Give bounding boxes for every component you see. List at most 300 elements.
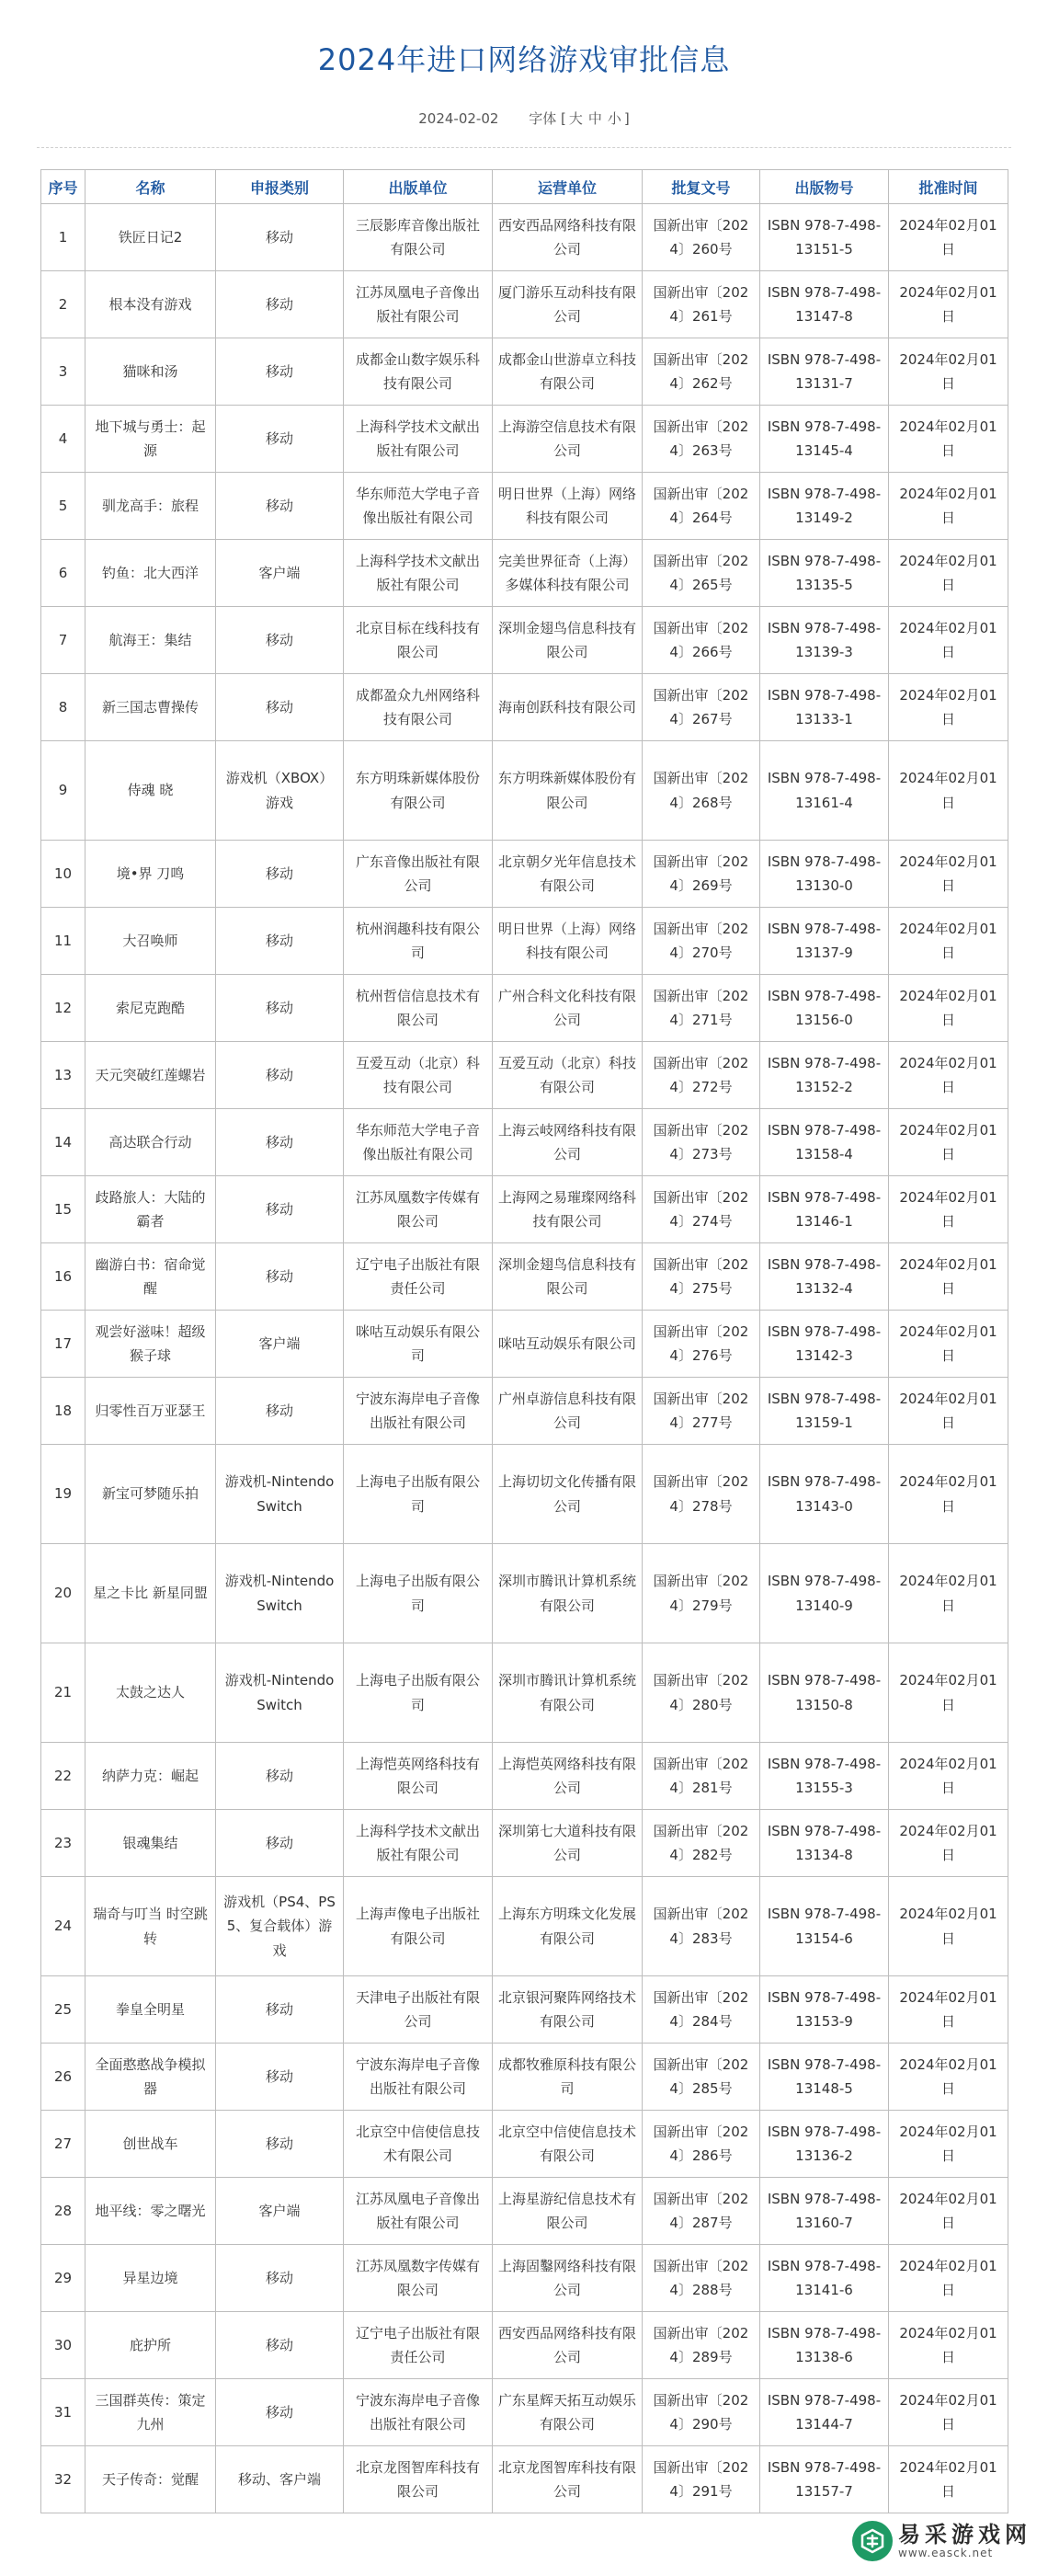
cell-name: 天元突破红莲螺岩 — [85, 1042, 216, 1109]
table-row — [41, 1877, 1008, 1976]
article-meta — [0, 109, 1048, 128]
cell-isbn: ISBN 978-7-498-13135-5 — [760, 540, 889, 607]
cell-publisher: 上海恺英网络科技有限公司 — [344, 1743, 493, 1810]
table-row — [41, 1643, 1008, 1743]
cell-index: 27 — [41, 2111, 85, 2178]
cell-index: 29 — [41, 2245, 85, 2312]
font-size-large[interactable]: 大 — [568, 110, 583, 127]
cell-category: 移动 — [216, 473, 344, 540]
header-index: 序号 — [41, 170, 85, 204]
table-row — [41, 540, 1008, 607]
cell-approval-no: 国新出审〔2024〕283号 — [643, 1877, 760, 1976]
cell-publisher: 宁波东海岸电子音像出版社有限公司 — [344, 2044, 493, 2111]
cell-operator: 深圳第七大道科技有限公司 — [493, 1810, 643, 1877]
cell-index: 13 — [41, 1042, 85, 1109]
cell-approval-date: 2024年02月01日 — [889, 1643, 1008, 1743]
table-row — [41, 1176, 1008, 1243]
font-size-label: 字体 — [529, 110, 557, 127]
cell-approval-no: 国新出审〔2024〕273号 — [643, 1109, 760, 1176]
table-header-row — [41, 170, 1008, 204]
cell-approval-date: 2024年02月01日 — [889, 1311, 1008, 1378]
cell-publisher: 上海科学技术文献出版社有限公司 — [344, 406, 493, 473]
cell-approval-date: 2024年02月01日 — [889, 1176, 1008, 1243]
cell-operator: 上海恺英网络科技有限公司 — [493, 1743, 643, 1810]
cell-isbn: ISBN 978-7-498-13147-8 — [760, 271, 889, 338]
cell-approval-date: 2024年02月01日 — [889, 2178, 1008, 2245]
cell-publisher: 江苏凤凰数字传媒有限公司 — [344, 1176, 493, 1243]
cell-publisher: 三辰影库音像出版社有限公司 — [344, 204, 493, 271]
cell-name: 太鼓之达人 — [85, 1643, 216, 1743]
cell-index: 28 — [41, 2178, 85, 2245]
table-row — [41, 1743, 1008, 1810]
table-row — [41, 271, 1008, 338]
cell-index: 21 — [41, 1643, 85, 1743]
table-row — [41, 674, 1008, 741]
cell-isbn: ISBN 978-7-498-13149-2 — [760, 473, 889, 540]
table-row — [41, 2111, 1008, 2178]
cell-category: 移动 — [216, 1976, 344, 2044]
cell-category: 移动 — [216, 1810, 344, 1877]
cell-publisher: 江苏凤凰电子音像出版社有限公司 — [344, 2178, 493, 2245]
cell-approval-no: 国新出审〔2024〕279号 — [643, 1544, 760, 1643]
cell-name: 侍魂 晓 — [85, 741, 216, 841]
cell-name: 歧路旅人：大陆的霸者 — [85, 1176, 216, 1243]
cell-category: 游戏机-Nintendo Switch — [216, 1544, 344, 1643]
cell-index: 6 — [41, 540, 85, 607]
cell-isbn: ISBN 978-7-498-13150-8 — [760, 1643, 889, 1743]
cell-publisher: 上海电子出版有限公司 — [344, 1445, 493, 1544]
cell-category: 移动、客户端 — [216, 2446, 344, 2513]
title-divider — [37, 147, 1011, 148]
cell-operator: 北京空中信使信息技术有限公司 — [493, 2111, 643, 2178]
cell-approval-no: 国新出审〔2024〕269号 — [643, 841, 760, 908]
cell-isbn: ISBN 978-7-498-13144-7 — [760, 2379, 889, 2446]
cell-index: 3 — [41, 338, 85, 406]
table-row — [41, 2245, 1008, 2312]
cell-approval-no: 国新出审〔2024〕282号 — [643, 1810, 760, 1877]
header-publisher: 出版单位 — [344, 170, 493, 204]
font-size-small[interactable]: 小 — [607, 110, 621, 127]
cell-name: 地下城与勇士：起源 — [85, 406, 216, 473]
table-row — [41, 338, 1008, 406]
cell-index: 12 — [41, 975, 85, 1042]
cell-isbn: ISBN 978-7-498-13139-3 — [760, 607, 889, 674]
cell-category: 移动 — [216, 338, 344, 406]
cell-isbn: ISBN 978-7-498-13148-5 — [760, 2044, 889, 2111]
cell-index: 9 — [41, 741, 85, 841]
cell-approval-date: 2024年02月01日 — [889, 1109, 1008, 1176]
cell-index: 10 — [41, 841, 85, 908]
cell-approval-no: 国新出审〔2024〕270号 — [643, 908, 760, 975]
table-row — [41, 204, 1008, 271]
cell-isbn: ISBN 978-7-498-13136-2 — [760, 2111, 889, 2178]
table-row — [41, 975, 1008, 1042]
table-row — [41, 1243, 1008, 1311]
cell-approval-date: 2024年02月01日 — [889, 2245, 1008, 2312]
table-row — [41, 1042, 1008, 1109]
cell-isbn: ISBN 978-7-498-13156-0 — [760, 975, 889, 1042]
cell-index: 20 — [41, 1544, 85, 1643]
cell-name: 纳萨力克：崛起 — [85, 1743, 216, 1810]
cell-name: 瑞奇与叮当 时空跳转 — [85, 1877, 216, 1976]
cell-approval-no: 国新出审〔2024〕290号 — [643, 2379, 760, 2446]
cell-category: 移动 — [216, 908, 344, 975]
cell-approval-no: 国新出审〔2024〕281号 — [643, 1743, 760, 1810]
cell-operator: 北京银河聚阵网络技术有限公司 — [493, 1976, 643, 2044]
cell-approval-no: 国新出审〔2024〕261号 — [643, 271, 760, 338]
cell-operator: 广州卓游信息科技有限公司 — [493, 1378, 643, 1445]
table-row — [41, 1445, 1008, 1544]
cell-publisher: 天津电子出版社有限公司 — [344, 1976, 493, 2044]
cell-index: 17 — [41, 1311, 85, 1378]
cell-operator: 深圳金翅鸟信息科技有限公司 — [493, 1243, 643, 1311]
cell-approval-date: 2024年02月01日 — [889, 1378, 1008, 1445]
table-row — [41, 1810, 1008, 1877]
cell-approval-date: 2024年02月01日 — [889, 674, 1008, 741]
cell-approval-date: 2024年02月01日 — [889, 607, 1008, 674]
cell-index: 19 — [41, 1445, 85, 1544]
cell-approval-date: 2024年02月01日 — [889, 2379, 1008, 2446]
cell-category: 移动 — [216, 271, 344, 338]
header-approval-no: 批复文号 — [643, 170, 760, 204]
cell-approval-no: 国新出审〔2024〕260号 — [643, 204, 760, 271]
table-row — [41, 841, 1008, 908]
cell-index: 2 — [41, 271, 85, 338]
cell-isbn: ISBN 978-7-498-13160-7 — [760, 2178, 889, 2245]
cell-category: 移动 — [216, 2245, 344, 2312]
cell-approval-date: 2024年02月01日 — [889, 1743, 1008, 1810]
cell-approval-date: 2024年02月01日 — [889, 975, 1008, 1042]
cell-operator: 上海游空信息技术有限公司 — [493, 406, 643, 473]
cell-publisher: 北京空中信使信息技术有限公司 — [344, 2111, 493, 2178]
cell-index: 23 — [41, 1810, 85, 1877]
cell-approval-date: 2024年02月01日 — [889, 1976, 1008, 2044]
table-row — [41, 473, 1008, 540]
cell-approval-date: 2024年02月01日 — [889, 271, 1008, 338]
table-row — [41, 2446, 1008, 2513]
cell-category: 客户端 — [216, 540, 344, 607]
cell-isbn: ISBN 978-7-498-13158-4 — [760, 1109, 889, 1176]
cell-approval-no: 国新出审〔2024〕275号 — [643, 1243, 760, 1311]
cell-approval-date: 2024年02月01日 — [889, 1243, 1008, 1311]
page-title: 2024年进口网络游戏审批信息 — [317, 42, 731, 77]
header-operator: 运营单位 — [493, 170, 643, 204]
cell-approval-date: 2024年02月01日 — [889, 204, 1008, 271]
cell-name: 天子传奇：觉醒 — [85, 2446, 216, 2513]
cell-name: 银魂集结 — [85, 1810, 216, 1877]
cell-category: 客户端 — [216, 2178, 344, 2245]
cell-operator: 东方明珠新媒体股份有限公司 — [493, 741, 643, 841]
cell-operator: 西安西品网络科技有限公司 — [493, 204, 643, 271]
publish-date: 2024-02-02 — [418, 110, 499, 127]
cell-isbn: ISBN 978-7-498-13153-9 — [760, 1976, 889, 2044]
cell-isbn: ISBN 978-7-498-13159-1 — [760, 1378, 889, 1445]
cell-category: 移动 — [216, 975, 344, 1042]
table-row — [41, 1976, 1008, 2044]
cell-name: 异星边境 — [85, 2245, 216, 2312]
table-row — [41, 1311, 1008, 1378]
cell-category: 客户端 — [216, 1311, 344, 1378]
cell-isbn: ISBN 978-7-498-13130-0 — [760, 841, 889, 908]
cell-publisher: 宁波东海岸电子音像出版社有限公司 — [344, 2379, 493, 2446]
cell-category: 移动 — [216, 1176, 344, 1243]
cell-index: 7 — [41, 607, 85, 674]
cell-name: 驯龙高手：旅程 — [85, 473, 216, 540]
cell-publisher: 辽宁电子出版社有限责任公司 — [344, 1243, 493, 1311]
cell-approval-date: 2024年02月01日 — [889, 841, 1008, 908]
cell-name: 幽游白书：宿命觉醒 — [85, 1243, 216, 1311]
cell-approval-no: 国新出审〔2024〕287号 — [643, 2178, 760, 2245]
cell-category: 移动 — [216, 607, 344, 674]
table-row — [41, 2044, 1008, 2111]
cell-operator: 上海星游纪信息技术有限公司 — [493, 2178, 643, 2245]
watermark-logo-icon — [852, 2521, 893, 2561]
header-category: 申报类别 — [216, 170, 344, 204]
cell-isbn: ISBN 978-7-498-13152-2 — [760, 1042, 889, 1109]
cell-approval-no: 国新出审〔2024〕262号 — [643, 338, 760, 406]
cell-category: 移动 — [216, 2044, 344, 2111]
cell-name: 高达联合行动 — [85, 1109, 216, 1176]
cell-operator: 上海东方明珠文化发展有限公司 — [493, 1877, 643, 1976]
cell-isbn: ISBN 978-7-498-13145-4 — [760, 406, 889, 473]
cell-publisher: 辽宁电子出版社有限责任公司 — [344, 2312, 493, 2379]
cell-name: 猫咪和汤 — [85, 338, 216, 406]
cell-operator: 上海网之易璀璨网络科技有限公司 — [493, 1176, 643, 1243]
cell-operator: 深圳市腾讯计算机系统有限公司 — [493, 1544, 643, 1643]
cell-approval-date: 2024年02月01日 — [889, 338, 1008, 406]
cell-category: 移动 — [216, 2312, 344, 2379]
cell-isbn: ISBN 978-7-498-13131-7 — [760, 338, 889, 406]
cell-approval-date: 2024年02月01日 — [889, 908, 1008, 975]
cell-approval-date: 2024年02月01日 — [889, 1445, 1008, 1544]
cell-publisher: 宁波东海岸电子音像出版社有限公司 — [344, 1378, 493, 1445]
cell-name: 铁匠日记2 — [85, 204, 216, 271]
cell-approval-no: 国新出审〔2024〕264号 — [643, 473, 760, 540]
cell-category: 移动 — [216, 1042, 344, 1109]
cell-publisher: 上海科学技术文献出版社有限公司 — [344, 540, 493, 607]
table-row — [41, 406, 1008, 473]
cell-approval-date: 2024年02月01日 — [889, 1810, 1008, 1877]
cell-category: 移动 — [216, 204, 344, 271]
cell-operator: 西安西品网络科技有限公司 — [493, 2312, 643, 2379]
cell-approval-date: 2024年02月01日 — [889, 1042, 1008, 1109]
cell-approval-no: 国新出审〔2024〕271号 — [643, 975, 760, 1042]
table-row — [41, 741, 1008, 841]
cell-approval-date: 2024年02月01日 — [889, 406, 1008, 473]
cell-approval-no: 国新出审〔2024〕265号 — [643, 540, 760, 607]
cell-index: 24 — [41, 1877, 85, 1976]
cell-index: 25 — [41, 1976, 85, 2044]
cell-operator: 明日世界（上海）网络科技有限公司 — [493, 473, 643, 540]
cell-name: 观尝好滋味！超级猴子球 — [85, 1311, 216, 1378]
font-size-medium[interactable]: 中 — [587, 110, 602, 127]
cell-name: 归零性百万亚瑟王 — [85, 1378, 216, 1445]
cell-publisher: 东方明珠新媒体股份有限公司 — [344, 741, 493, 841]
cell-name: 钓鱼：北大西洋 — [85, 540, 216, 607]
cell-publisher: 上海电子出版有限公司 — [344, 1544, 493, 1643]
cell-publisher: 北京龙图智库科技有限公司 — [344, 2446, 493, 2513]
bracket-open: [ — [561, 110, 566, 127]
cell-name: 根本没有游戏 — [85, 271, 216, 338]
cell-operator: 互爱互动（北京）科技有限公司 — [493, 1042, 643, 1109]
cell-operator: 深圳市腾讯计算机系统有限公司 — [493, 1643, 643, 1743]
cell-index: 32 — [41, 2446, 85, 2513]
table-row — [41, 1109, 1008, 1176]
cell-operator: 上海固鑿网络科技有限公司 — [493, 2245, 643, 2312]
cell-approval-no: 国新出审〔2024〕280号 — [643, 1643, 760, 1743]
cell-operator: 完美世界征奇（上海）多媒体科技有限公司 — [493, 540, 643, 607]
cell-category: 移动 — [216, 1378, 344, 1445]
cell-approval-no: 国新出审〔2024〕278号 — [643, 1445, 760, 1544]
cell-isbn: ISBN 978-7-498-13155-3 — [760, 1743, 889, 1810]
cell-operator: 明日世界（上海）网络科技有限公司 — [493, 908, 643, 975]
cell-name: 新三国志曹操传 — [85, 674, 216, 741]
cell-index: 30 — [41, 2312, 85, 2379]
cell-name: 境•界 刀鸣 — [85, 841, 216, 908]
cell-approval-date: 2024年02月01日 — [889, 473, 1008, 540]
cell-approval-no: 国新出审〔2024〕286号 — [643, 2111, 760, 2178]
cell-approval-no: 国新出审〔2024〕268号 — [643, 741, 760, 841]
cell-operator: 北京朝夕光年信息技术有限公司 — [493, 841, 643, 908]
cell-operator: 咪咕互动娱乐有限公司 — [493, 1311, 643, 1378]
cell-approval-date: 2024年02月01日 — [889, 2044, 1008, 2111]
table-body — [41, 204, 1008, 2513]
bracket-close: ] — [623, 110, 630, 127]
cell-category: 移动 — [216, 1109, 344, 1176]
cell-category: 游戏机-Nintendo Switch — [216, 1643, 344, 1743]
cell-operator: 深圳金翅鸟信息科技有限公司 — [493, 607, 643, 674]
cell-approval-no: 国新出审〔2024〕291号 — [643, 2446, 760, 2513]
cell-category: 游戏机-Nintendo Switch — [216, 1445, 344, 1544]
cell-approval-no: 国新出审〔2024〕288号 — [643, 2245, 760, 2312]
cell-isbn: ISBN 978-7-498-13138-6 — [760, 2312, 889, 2379]
cell-name: 地平线：零之曙光 — [85, 2178, 216, 2245]
cell-approval-date: 2024年02月01日 — [889, 540, 1008, 607]
cell-isbn: ISBN 978-7-498-13137-9 — [760, 908, 889, 975]
cell-approval-date: 2024年02月01日 — [889, 2312, 1008, 2379]
cell-isbn: ISBN 978-7-498-13151-5 — [760, 204, 889, 271]
cell-publisher: 江苏凤凰电子音像出版社有限公司 — [344, 271, 493, 338]
header-isbn: 出版物号 — [760, 170, 889, 204]
cell-publisher: 杭州润趣科技有限公司 — [344, 908, 493, 975]
cell-approval-no: 国新出审〔2024〕277号 — [643, 1378, 760, 1445]
cell-isbn: ISBN 978-7-498-13141-6 — [760, 2245, 889, 2312]
cell-category: 移动 — [216, 1743, 344, 1810]
cell-isbn: ISBN 978-7-498-13154-6 — [760, 1877, 889, 1976]
cell-approval-date: 2024年02月01日 — [889, 1877, 1008, 1976]
table-row — [41, 2178, 1008, 2245]
cell-category: 移动 — [216, 1243, 344, 1311]
table-row — [41, 2379, 1008, 2446]
cell-operator: 海南创跃科技有限公司 — [493, 674, 643, 741]
cell-publisher: 广东音像出版社有限公司 — [344, 841, 493, 908]
cell-category: 游戏机（PS4、PS5、复合载体）游戏 — [216, 1877, 344, 1976]
cell-approval-no: 国新出审〔2024〕289号 — [643, 2312, 760, 2379]
cell-approval-no: 国新出审〔2024〕272号 — [643, 1042, 760, 1109]
cell-name: 索尼克跑酷 — [85, 975, 216, 1042]
cell-approval-no: 国新出审〔2024〕263号 — [643, 406, 760, 473]
cell-name: 庇护所 — [85, 2312, 216, 2379]
cell-publisher: 成都盈众九州网络科技有限公司 — [344, 674, 493, 741]
cell-operator: 广东星辉天拓互动娱乐有限公司 — [493, 2379, 643, 2446]
cell-category: 游戏机（XBOX）游戏 — [216, 741, 344, 841]
cell-category: 移动 — [216, 406, 344, 473]
table-row — [41, 1378, 1008, 1445]
header-name: 名称 — [85, 170, 216, 204]
cell-operator: 厦门游乐互动科技有限公司 — [493, 271, 643, 338]
cell-approval-no: 国新出审〔2024〕276号 — [643, 1311, 760, 1378]
cell-approval-no: 国新出审〔2024〕274号 — [643, 1176, 760, 1243]
cell-category: 移动 — [216, 2111, 344, 2178]
cell-approval-date: 2024年02月01日 — [889, 2446, 1008, 2513]
cell-operator: 成都牧雅原科技有限公司 — [493, 2044, 643, 2111]
cell-publisher: 华东师范大学电子音像出版社有限公司 — [344, 473, 493, 540]
cell-index: 26 — [41, 2044, 85, 2111]
cell-name: 全面憨憨战争模拟器 — [85, 2044, 216, 2111]
watermark-name: 易采游戏网 — [898, 2521, 1031, 2547]
cell-operator: 广州合科文化科技有限公司 — [493, 975, 643, 1042]
table-row — [41, 1544, 1008, 1643]
cell-operator: 上海切切文化传播有限公司 — [493, 1445, 643, 1544]
cell-index: 31 — [41, 2379, 85, 2446]
cell-name: 大召唤师 — [85, 908, 216, 975]
cell-index: 15 — [41, 1176, 85, 1243]
cell-operator: 北京龙图智库科技有限公司 — [493, 2446, 643, 2513]
cell-isbn: ISBN 978-7-498-13157-7 — [760, 2446, 889, 2513]
cell-category: 移动 — [216, 841, 344, 908]
cell-isbn: ISBN 978-7-498-13134-8 — [760, 1810, 889, 1877]
cell-index: 1 — [41, 204, 85, 271]
cell-index: 5 — [41, 473, 85, 540]
cell-name: 创世战车 — [85, 2111, 216, 2178]
cell-publisher: 北京目标在线科技有限公司 — [344, 607, 493, 674]
cell-approval-no: 国新出审〔2024〕266号 — [643, 607, 760, 674]
cell-operator: 上海云岐网络科技有限公司 — [493, 1109, 643, 1176]
cell-name: 航海王：集结 — [85, 607, 216, 674]
site-watermark — [852, 2521, 1031, 2561]
cell-index: 4 — [41, 406, 85, 473]
watermark-url: www.easck.net — [898, 2547, 994, 2560]
cell-index: 11 — [41, 908, 85, 975]
cell-publisher: 上海声像电子出版社有限公司 — [344, 1877, 493, 1976]
cell-approval-date: 2024年02月01日 — [889, 2111, 1008, 2178]
cell-index: 8 — [41, 674, 85, 741]
cell-publisher: 江苏凤凰数字传媒有限公司 — [344, 2245, 493, 2312]
cell-index: 14 — [41, 1109, 85, 1176]
cell-isbn: ISBN 978-7-498-13140-9 — [760, 1544, 889, 1643]
cell-approval-no: 国新出审〔2024〕267号 — [643, 674, 760, 741]
cell-publisher: 华东师范大学电子音像出版社有限公司 — [344, 1109, 493, 1176]
header-approval-date: 批准时间 — [889, 170, 1008, 204]
cell-isbn: ISBN 978-7-498-13132-4 — [760, 1243, 889, 1311]
cell-publisher: 上海科学技术文献出版社有限公司 — [344, 1810, 493, 1877]
cell-isbn: ISBN 978-7-498-13133-1 — [760, 674, 889, 741]
cell-isbn: ISBN 978-7-498-13161-4 — [760, 741, 889, 841]
cell-index: 22 — [41, 1743, 85, 1810]
cell-isbn: ISBN 978-7-498-13143-0 — [760, 1445, 889, 1544]
table-row — [41, 2312, 1008, 2379]
cell-name: 新宝可梦随乐拍 — [85, 1445, 216, 1544]
cell-isbn: ISBN 978-7-498-13146-1 — [760, 1176, 889, 1243]
approval-table — [40, 169, 1008, 2513]
table-row — [41, 908, 1008, 975]
cell-name: 三国群英传：策定九州 — [85, 2379, 216, 2446]
cell-publisher: 咪咕互动娱乐有限公司 — [344, 1311, 493, 1378]
cell-name: 拳皇全明星 — [85, 1976, 216, 2044]
cell-approval-date: 2024年02月01日 — [889, 741, 1008, 841]
cell-approval-no: 国新出审〔2024〕285号 — [643, 2044, 760, 2111]
cell-category: 移动 — [216, 2379, 344, 2446]
